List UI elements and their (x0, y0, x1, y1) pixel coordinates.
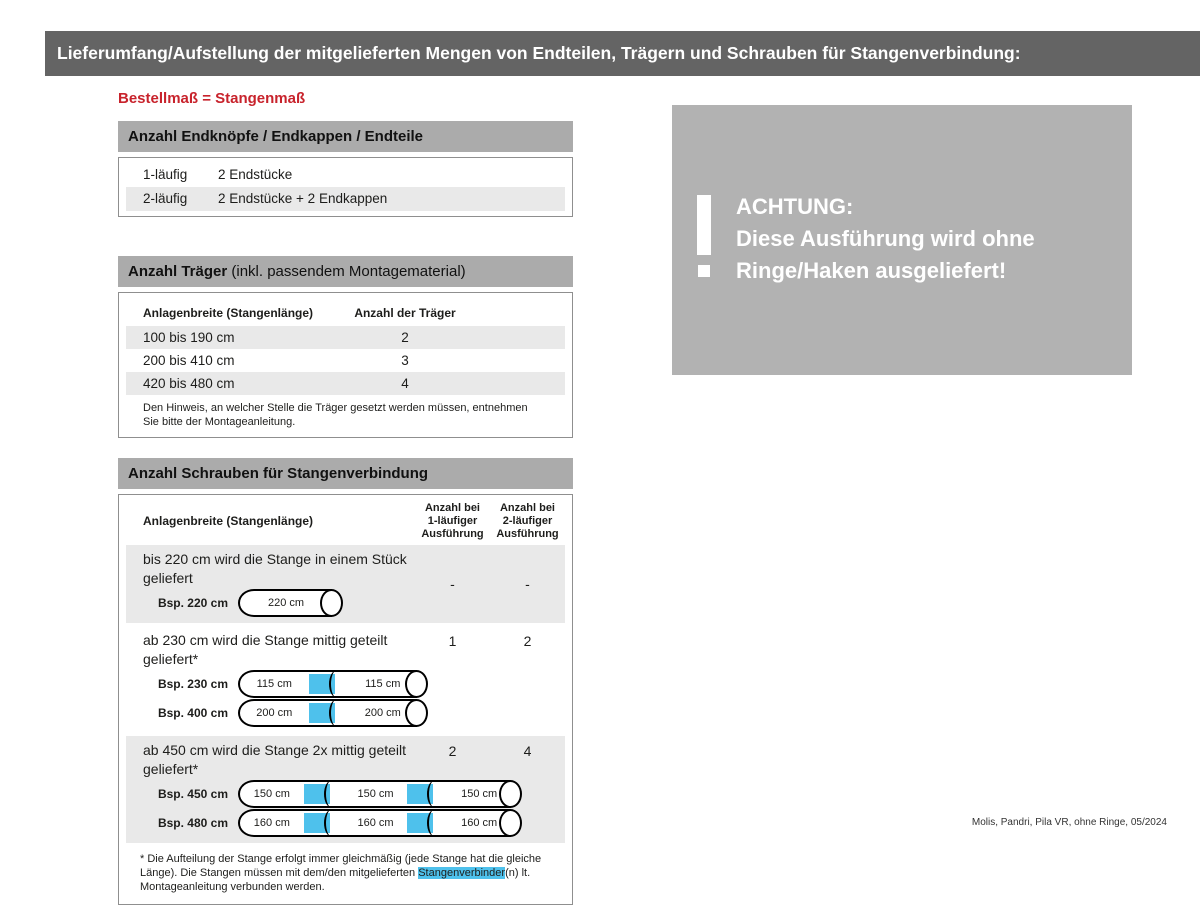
parts-cell: 2 Endstücke (218, 167, 293, 182)
range-cell: 100 bis 190 cm (143, 330, 235, 345)
page-title: Lieferumfang/Aufstellung der mitgelieferten Mengen von Endteilen, Trägern und Schrauben für Stangenverbindung: (57, 43, 1021, 63)
footnote (126, 843, 565, 896)
group-bis-220 (126, 545, 565, 623)
col-header-line: Anzahl bei (424, 501, 480, 514)
rod-joint (304, 811, 344, 835)
rod-joint (407, 811, 447, 835)
variant-cell: 2-läufig (143, 191, 188, 206)
variant-cell: 1-läufig (143, 167, 188, 182)
col-header-1-laeufig (415, 502, 490, 541)
section-header-endteile (118, 121, 573, 152)
example-label: Bsp. 480 cm (157, 816, 228, 830)
table-row (126, 326, 565, 349)
count-cell: 3 (401, 353, 409, 368)
exclamation-dot (698, 265, 710, 277)
attention-line3: Ringe/Haken ausgeliefert! (736, 258, 1007, 283)
parts-cell: 2 Endstücke + 2 Endkappen (218, 191, 388, 206)
col-header-anlagenbreite: Anlagenbreite (Stangenlänge) (143, 514, 314, 528)
rod-body (238, 780, 511, 808)
rod-joint (309, 701, 349, 725)
rod-endcap (405, 670, 428, 698)
col-header-line: Anzahl bei (499, 501, 555, 514)
traeger-table-header (126, 298, 565, 326)
rod-endcap (405, 699, 428, 727)
qty-2-laeufig: 4 (523, 743, 532, 759)
group-ab-230 (126, 626, 565, 733)
section-header-traeger-rest: (inkl. passendem Montagematerial) (227, 263, 466, 280)
rod-joint (304, 782, 344, 806)
attention-text (736, 191, 1035, 287)
rod-segment: 150 cm (461, 788, 498, 800)
rod-body (238, 589, 332, 617)
group-headline: ab 230 cm wird die Stange mittig geteilt geliefert* (143, 632, 388, 667)
rod-segment: 150 cm (253, 788, 290, 800)
footnote-part1: * Die Aufteilung der Stange erfolgt immer gleichmäßig (jede Stange hat die gleiche Länge). Die Stangen müssen mit dem/den mitgelieferten (140, 853, 542, 879)
footnote-highlight: Stangenverbinder (418, 867, 506, 879)
rod-segment: 160 cm (357, 817, 394, 829)
example-label: Bsp. 220 cm (157, 596, 228, 610)
rod-joint (309, 672, 349, 696)
joint-arc (329, 670, 345, 698)
example-row (126, 589, 565, 617)
range-cell: 420 bis 480 cm (143, 376, 235, 391)
group-ab-450 (126, 736, 565, 843)
rod-endcap (499, 780, 522, 808)
exclamation-icon (696, 195, 712, 281)
example-row (126, 699, 565, 727)
exclamation-bar (697, 195, 711, 255)
rod-diagram (238, 670, 428, 698)
rod-segment: 200 cm (256, 707, 293, 719)
example-row (126, 670, 565, 698)
footnote-part2: (n) lt. Montageanleitung verbunden werden. (140, 867, 531, 893)
section-header-schrauben-label: Anzahl Schrauben für Stangenverbindung (128, 465, 429, 482)
rod-body (238, 670, 417, 698)
attention-box (672, 105, 1132, 375)
joint-arc (329, 699, 345, 727)
qty-1-laeufig: - (450, 576, 455, 592)
group-headline: bis 220 cm wird die Stange in einem Stück geliefert (143, 551, 407, 586)
qty-2-laeufig: 2 (523, 633, 532, 649)
rod-segment: 115 cm (256, 678, 292, 690)
joint-arc (427, 780, 443, 808)
example-label: Bsp. 450 cm (157, 787, 228, 801)
schrauben-table (118, 494, 573, 905)
rod-segment: 150 cm (357, 788, 394, 800)
table-row (126, 187, 565, 211)
col-header-line: Ausführung (421, 527, 484, 540)
rod-endcap (320, 589, 343, 617)
section-header-endteile-label: Anzahl Endknöpfe / Endkappen / Endteile (128, 128, 424, 145)
col-header-anzahl-traeger: Anzahl der Träger (354, 306, 456, 320)
page-title-bar (45, 31, 1200, 76)
footer-note: Molis, Pandri, Pila VR, ohne Ringe, 05/2024 (971, 817, 1167, 828)
group-headline: ab 450 cm wird die Stange 2x mittig geteilt geliefert* (143, 742, 407, 777)
example-label: Bsp. 230 cm (157, 677, 228, 691)
rod-body (238, 699, 417, 727)
qty-1-laeufig: 1 (448, 633, 457, 649)
table-row (126, 163, 565, 187)
rod-segment: 115 cm (365, 678, 401, 690)
traeger-table (118, 292, 573, 438)
col-header-line: 2-läufiger (502, 514, 553, 527)
rod-diagram (238, 699, 428, 727)
col-header-line: 1-läufiger (427, 514, 478, 527)
endteile-table (118, 157, 573, 217)
col-header-anlagenbreite: Anlagenbreite (Stangenlänge) (143, 306, 314, 320)
rod-body (238, 809, 511, 837)
qty-1-laeufig: 2 (448, 743, 457, 759)
rod-diagram (238, 780, 522, 808)
rod-segment: 160 cm (253, 817, 290, 829)
joint-arc (324, 780, 340, 808)
attention-line2: Diese Ausführung wird ohne (736, 226, 1035, 251)
joint-arc (427, 809, 443, 837)
rod-segment: 160 cm (461, 817, 498, 829)
rod-diagram (238, 589, 343, 617)
content-column (118, 90, 573, 905)
section-header-traeger-bold: Anzahl Träger (128, 263, 228, 280)
col-header-2-laeufig (490, 502, 565, 541)
rod-segment: 220 cm (267, 597, 305, 609)
traeger-note: Den Hinweis, an welcher Stelle die Träger gesetzt werden müssen, entnehmen Sie bitte der Montageanleitung. (143, 402, 528, 428)
example-row (126, 780, 565, 808)
rod-endcap (499, 809, 522, 837)
qty-2-laeufig: - (525, 576, 530, 592)
col-header-line: Ausführung (496, 527, 559, 540)
table-row (126, 349, 565, 372)
rod-diagram (238, 809, 522, 837)
joint-arc (324, 809, 340, 837)
subtitle: Bestellmaß = Stangenmaß (118, 90, 306, 107)
section-header-schrauben (118, 458, 573, 489)
section-header-traeger (118, 256, 573, 287)
example-label: Bsp. 400 cm (157, 706, 228, 720)
attention-line1: ACHTUNG: (736, 194, 854, 219)
count-cell: 2 (401, 330, 409, 345)
rod-segment: 200 cm (364, 707, 401, 719)
table-row (126, 372, 565, 395)
schrauben-table-header (126, 501, 565, 545)
range-cell: 200 bis 410 cm (143, 353, 235, 368)
count-cell: 4 (401, 376, 409, 391)
rod-joint (407, 782, 447, 806)
example-row (126, 809, 565, 837)
